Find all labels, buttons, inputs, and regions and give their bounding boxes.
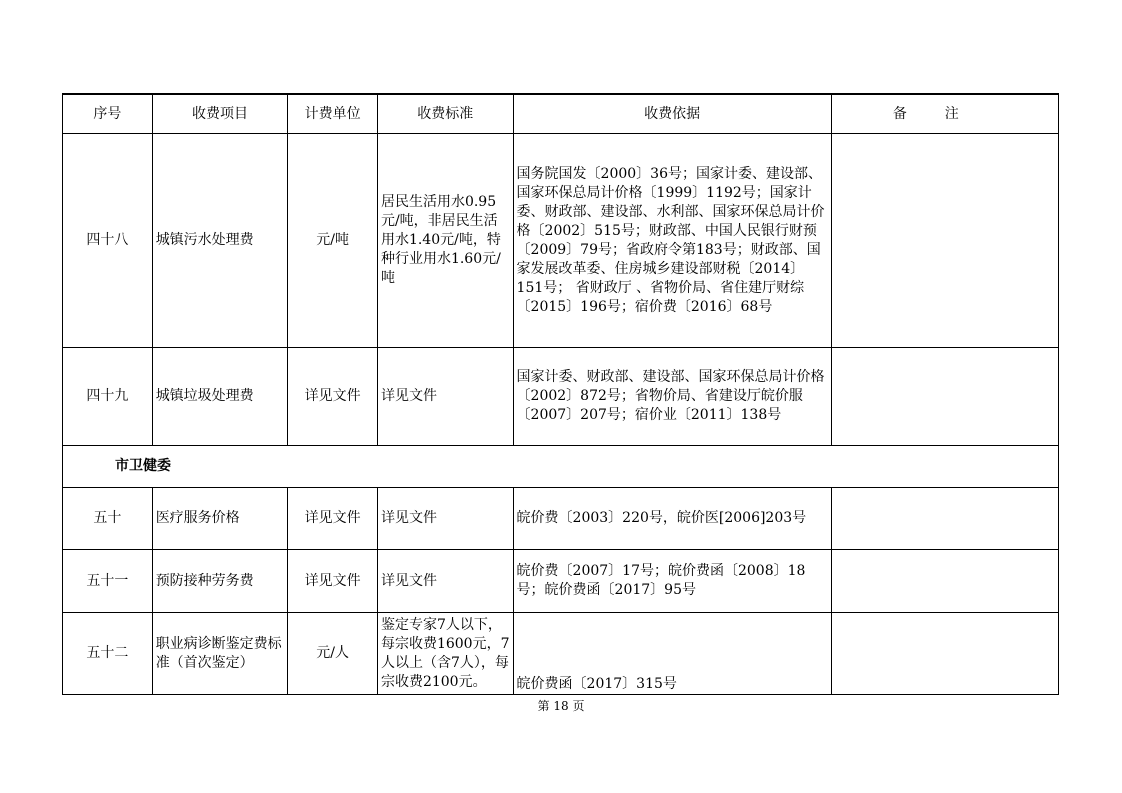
cell-item: 城镇垃圾处理费 bbox=[152, 348, 288, 446]
cell-seq: 五十一 bbox=[63, 550, 153, 613]
table-row bbox=[63, 488, 1059, 550]
page-number: 第 18 页 bbox=[537, 699, 585, 713]
cell-note bbox=[831, 550, 1058, 613]
cell-unit: 详见文件 bbox=[288, 348, 378, 446]
table-row bbox=[63, 134, 1059, 348]
cell-item: 城镇污水处理费 bbox=[152, 134, 288, 348]
cell-seq: 四十八 bbox=[63, 134, 153, 348]
cell-standard: 详见文件 bbox=[377, 488, 513, 550]
cell-unit: 元/吨 bbox=[288, 134, 378, 348]
cell-basis: 皖价费函〔2017〕315号 bbox=[513, 613, 831, 695]
section-row bbox=[63, 446, 1059, 488]
cell-unit: 详见文件 bbox=[288, 488, 378, 550]
table-row bbox=[63, 348, 1059, 446]
cell-note bbox=[831, 348, 1058, 446]
fee-table bbox=[62, 93, 1059, 695]
cell-seq: 四十九 bbox=[63, 348, 153, 446]
cell-note bbox=[831, 613, 1058, 695]
cell-basis: 国家计委、财政部、建设部、国家环保总局计价格〔2002〕872号；省物价局、省建设厅皖价服〔2007〕207号；宿价业〔2011〕138号 bbox=[513, 348, 831, 446]
cell-basis: 国务院国发〔2000〕36号；国家计委、建设部、国家环保总局计价格〔1999〕1192号；国家计委、财政部、建设部、水利部、国家环保总局计价格〔2002〕515号；财政部、中国人民银行财预〔2009〕79号；省政府令第183号；财政部、国家发展改革委、住房城乡建设部财税〔2014〕151号； 省财政厅 、省物价局、省住建厅财综〔2015〕196号；宿价费〔2016〕68号 bbox=[513, 134, 831, 348]
header-standard: 收费标准 bbox=[377, 94, 513, 134]
cell-unit: 元/人 bbox=[288, 613, 378, 695]
cell-seq: 五十二 bbox=[63, 613, 153, 695]
header-seq: 序号 bbox=[63, 94, 153, 134]
cell-item: 预防接种劳务费 bbox=[152, 550, 288, 613]
table-row bbox=[63, 550, 1059, 613]
cell-standard: 详见文件 bbox=[377, 348, 513, 446]
section-title: 市卫健委 bbox=[63, 446, 1059, 488]
header-unit: 计费单位 bbox=[288, 94, 378, 134]
cell-standard: 鉴定专家7人以下，每宗收费1600元，7人以上（含7人），每宗收费2100元。 bbox=[377, 613, 513, 695]
cell-unit: 详见文件 bbox=[288, 550, 378, 613]
header-basis: 收费依据 bbox=[513, 94, 831, 134]
header-row bbox=[63, 94, 1059, 134]
cell-note bbox=[831, 134, 1058, 348]
cell-standard: 居民生活用水0.95元/吨，非居民生活用水1.40元/吨，特种行业用水1.60元/吨 bbox=[377, 134, 513, 348]
cell-standard: 详见文件 bbox=[377, 550, 513, 613]
header-note: 备注 bbox=[831, 94, 1058, 134]
cell-note bbox=[831, 488, 1058, 550]
cell-item: 医疗服务价格 bbox=[152, 488, 288, 550]
cell-seq: 五十 bbox=[63, 488, 153, 550]
table-row bbox=[63, 613, 1059, 695]
cell-basis: 皖价费〔2007〕17号；皖价费函〔2008〕18号；皖价费函〔2017〕95号 bbox=[513, 550, 831, 613]
cell-item: 职业病诊断鉴定费标准（首次鉴定） bbox=[152, 613, 288, 695]
cell-basis: 皖价费〔2003〕220号，皖价医[2006]203号 bbox=[513, 488, 831, 550]
header-item: 收费项目 bbox=[152, 94, 288, 134]
